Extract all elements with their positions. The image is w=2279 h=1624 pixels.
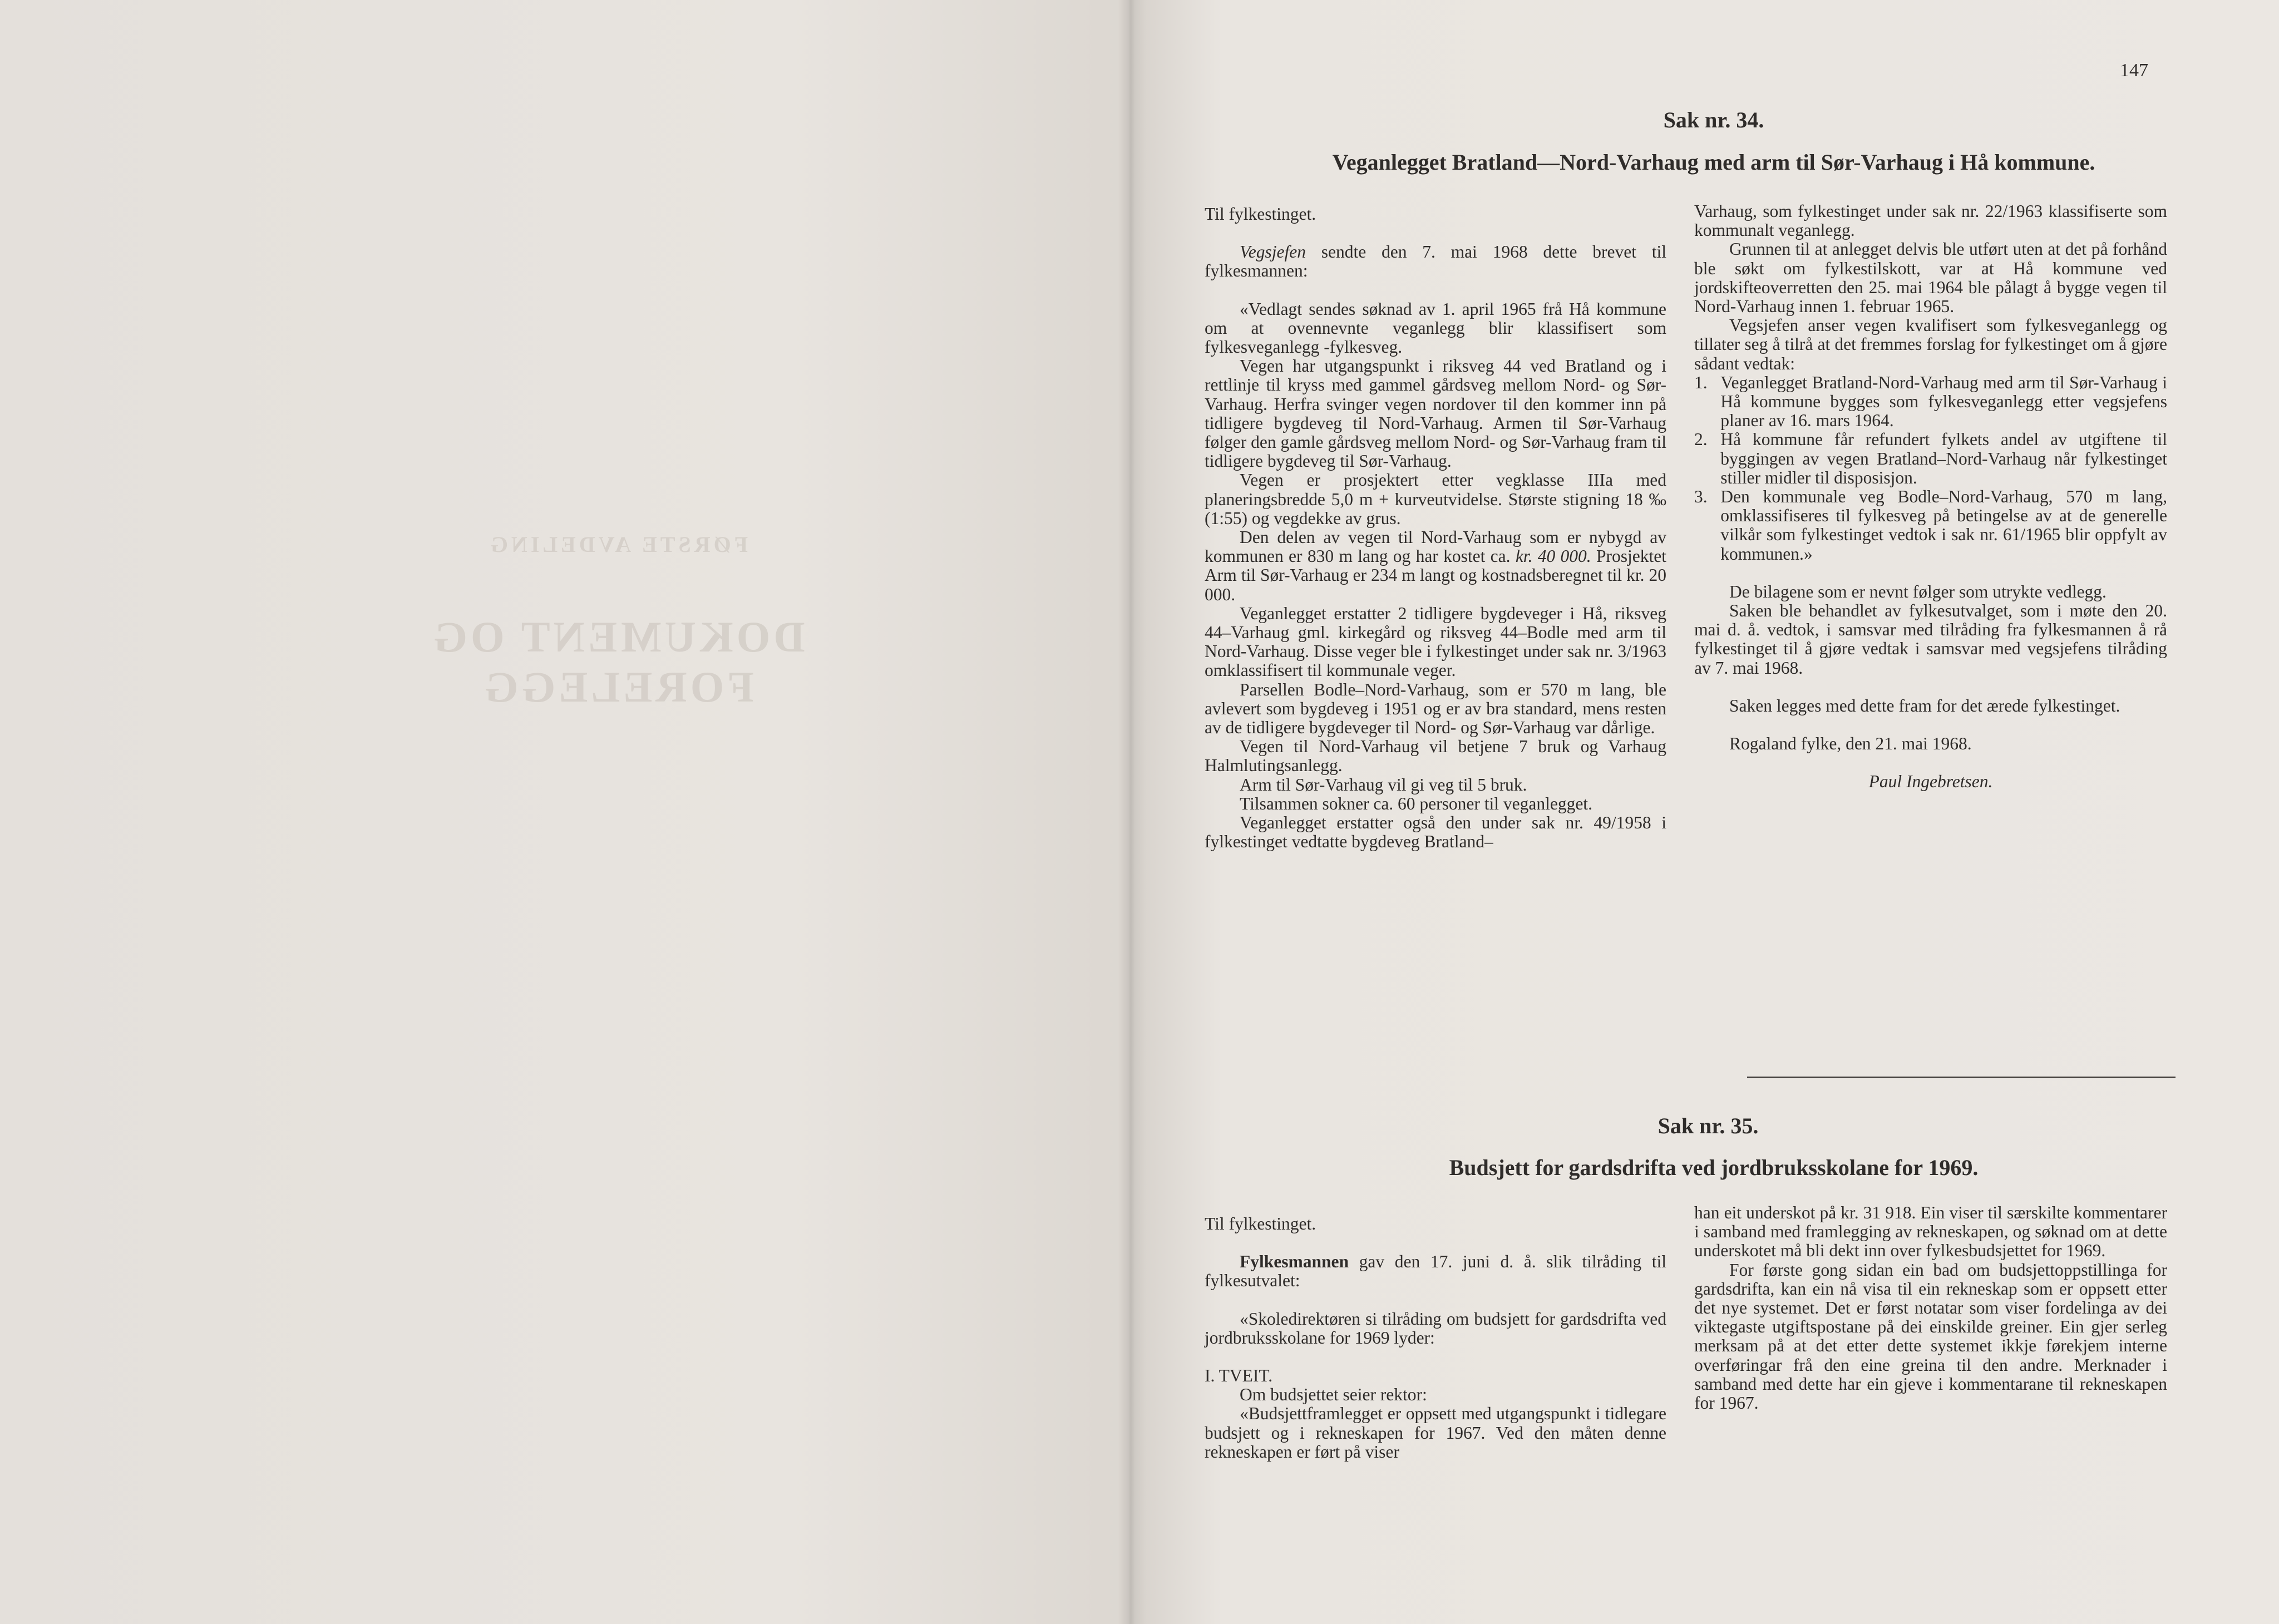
left-page [0,0,1129,1624]
emphasis: Fylkesmannen [1240,1252,1349,1272]
subheading: I. TVEIT. [1205,1366,1273,1386]
paragraph: Saken ble behandlet av fylkesutvalget, som i møte den 20. mai d. å. vedtok, i samsvar med tilråding fra fylkesmannen å rå fylkestinget til å gjøre vedtak i samsvar med vegsjefens tilråding av 7. mai 1968. [1694,601,2167,678]
paragraph: Til fylkestinget. [1205,1214,1316,1233]
page-number: 147 [2120,60,2148,81]
text: Prosjektet Arm til Sør-Varhaug er 234 m langt og kostnadsberegnet til kr. 20 000. [1205,546,1666,604]
case-35-heading: Sak nr. 35. [1658,1113,1759,1138]
list-number: 2. [1694,430,1708,450]
case-34-heading: Sak nr. 34. [1663,107,1764,132]
paragraph: Til fylkestinget. [1205,204,1316,224]
paragraph: Vegen til Nord-Varhaug vil betjene 7 bruk og Varhaug Halmlutingsanlegg. [1205,737,1666,776]
paragraph: «Budsjettframlegget er oppsett med utgangspunkt i tidlegare budsjett og i rekneskapen for 1967. Ved den måten denne rekneskapen er ført på viser [1205,1404,1666,1462]
paragraph: Varhaug, som fylkestinget under sak nr. 22/1963 klassifiserte som kommunalt veganlegg. [1694,201,2167,240]
list-number: 3. [1694,487,1708,507]
paragraph [1205,528,1666,604]
paragraph: Tilsammen sokner ca. 60 personer til veganlegget. [1240,793,1592,813]
signature: Paul Ingebretsen. [1868,772,1993,792]
paragraph: Vegen er prosjektert etter vegklasse IIIa med planeringsbredde 5,0 m + kurveutvidelse. Største stigning 18 ‰ (1:55) og vegdekke av grus. [1205,470,1666,528]
section-divider [1747,1077,2176,1078]
bleed-through-title: DOKUMENT OG FORELEGG [430,613,805,711]
paragraph: «Skoledirektøren si tilråding om budsjett for gardsdrifta ved jordbruksskolane for 1969 lyder: [1205,1309,1666,1347]
list-item [1694,373,2167,431]
emphasis: kr. 40 000. [1515,546,1591,566]
list-item [1694,430,2167,487]
paragraph: «Vedlagt sendes søknad av 1. april 1965 frå Hå kommune om at ovennevnte veganlegg blir klassifisert som fylkesveganlegg -fylkesveg. [1205,299,1666,357]
case-35-column-left [1205,1215,1666,1462]
list-text: Veganlegget Bratland-Nord-Varhaug med arm til Sør-Varhaug i Hå kommune bygges som fylkesveganlegg etter vegsjefens planer av 16. mars 1964. [1720,372,2167,431]
paragraph: Vegen har utgangspunkt i riksveg 44 ved Bratland og i rettlinje til kryss med gammel gårdsveg mellom Nord- og Sør-Varhaug. Herfra svinger vegen nordover til den kommer inn på tidligere bygdeveg til Nord-Varhaug. Armen til Sør-Varhaug følger den gamle gårdsveg mellom Nord- og Sør-Varhaug fram til tidligere bygdeveg til Sør-Varhaug. [1205,356,1666,471]
list-number: 1. [1694,372,1708,392]
emphasis: Vegsjefen [1240,242,1306,262]
paragraph [1205,1252,1666,1290]
paragraph: Arm til Sør-Varhaug vil gi veg til 5 bruk. [1240,774,1527,794]
list-text: Den kommunale veg Bodle–Nord-Varhaug, 570 m lang, omklassifiseres til fylkesveg på betingelse av at de generelle vilkår som fylkestinget vedtok i sak nr. 61/1965 blir oppfylt av kommunen.» [1720,487,2167,564]
paragraph: Veganlegget erstatter 2 tidligere bygdeveger i Hå, riksveg 44–Varhaug gml. kirkegård og riksveg 44–Bodle med arm til Nord-Varhaug. Disse veger ble i fylkestinget under sak nr. 3/1963 omklassifisert til kommunale veger. [1205,603,1666,680]
bleed-through-section-label: FØRSTE AVDELING [487,532,748,557]
case-35-column-right [1694,1203,2167,1413]
paragraph: Grunnen til at anlegget delvis ble utført uten at det på forhånd ble søkt om fylkestilskott, var at Hå kommune ved jordskifteoverretten den 25. mai 1964 ble pålagt å bygge vegen til Nord-Varhaug innen 1. februar 1965. [1694,239,2167,317]
case-35-title: Budsjett for gardsdrifta ved jordbruksskolane for 1969. [1449,1155,1979,1180]
case-34-title: Veganlegget Bratland—Nord-Varhaug med arm til Sør-Varhaug i Hå kommune. [1332,150,2095,175]
list-item [1694,487,2167,564]
paragraph: Saken legges med dette fram for det ærede fylkestinget. [1729,695,2120,715]
case-34-column-right [1694,202,2167,791]
paragraph: For første gong sidan ein bad om budsjettoppstillinga for gardsdrifta, kan ein nå visa til ein rekneskap som er oppsett etter det nye systemet. Det er først notatar som viser fordelinga av dei viktegaste utgiftspostane på dei einskilde greiner. Ein gjer serleg merksam på at det etter dette systemet ikkje førekjem interne overføringar frå den eine greina til den andre. Merknader i samband med dette har ein gjeve i kommentarane til rekneskapen for 1967. [1694,1260,2167,1413]
paragraph [1205,243,1666,280]
paragraph: Om budsjettet seier rektor: [1240,1385,1427,1405]
date-line: Rogaland fylke, den 21. mai 1968. [1729,734,1972,754]
paragraph: Veganlegget erstatter også den under sak nr. 49/1958 i fylkestinget vedtatte bygdeveg Bratland– [1205,813,1666,852]
paragraph: Vegsjefen anser vegen kvalifisert som fylkesveganlegg og tillater seg å tilrå at det fremmes forslag for fylkestinget om å gjøre sådant vedtak: [1694,315,2167,373]
text: sendte den 7. mai 1968 dette brevet til fylkesmannen: [1205,242,1666,281]
case-34-column-left [1205,205,1666,852]
paragraph: Parsellen Bodle–Nord-Varhaug, som er 570 m lang, ble avlevert som bygdeveg i 1951 og er av bra standard, mens resten av de tidligere bygdeveger til Nord- og Sør-Varhaug var dårlige. [1205,679,1666,738]
book-gutter [1118,0,1146,1624]
text: gav den 17. juni d. å. slik tilråding til fylkesutvalet: [1205,1252,1667,1291]
text: Den delen av vegen til Nord-Varhaug som er nybygd av kommunen er 830 m lang og har kostet ca. [1205,527,1666,566]
list-text: Hå kommune får refundert fylkets andel av utgiftene til byggingen av vegen Bratland–Nord-Varhaug når fylkestinget stiller midler til disposisjon. [1720,430,2167,487]
paragraph: De bilagene som er nevnt følger som utrykte vedlegg. [1729,581,2107,601]
paragraph: han eit underskot på kr. 31 918. Ein viser til særskilte kommentarer i samband med framlegging av rekneskapen, og søknad om at dette underskotet må bli dekt inn over fylkesbudsjettet for 1969. [1694,1203,2167,1261]
